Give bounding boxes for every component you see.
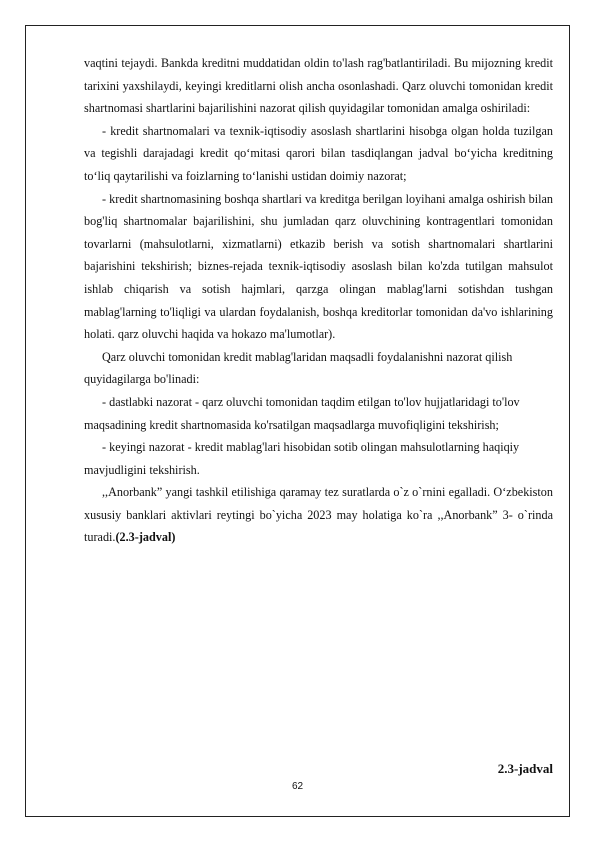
paragraph-subsequent-control: - keyingi nazorat - kredit mablag'lari hisobidan sotib olingan mahsulotlarning haqiqiy mavjudligini tekshirish. [84,440,520,477]
paragraph-control-types: Qarz oluvchi tomonidan kredit mablag'laridan maqsadli foydalanishni nazorat qilish quyidagilarga bo'linadi: [84,349,513,387]
paragraph-bullet-2: - kredit shartnomasining boshqa shartlari va kreditga berilgan loyihani amalga oshirish bilan bog'liq shartnomalar bajarilishini, shu jumladan qarz oluvchining kontragentlari tomonidan tovarlarni (mahsulotlarni, xizmatlarni) etkazib berish va sotish shartnomalari shartlarini bajarishini tekshirish; biznes-rejada texnik-iqtisodiy asoslash bilan ko'zda tutilgan mahsulot ishlab chiqarish va sotish hajmlari, qarzga olingan mablag'larni sotishdan tushgan mablag'larning to'liqligi va ulardan foydalanish, boshqa kreditorlar tomonidan da'vo ishlarining holati. qarz oluvchi haqida va hokazo ma'lumotlar). [84,191,553,342]
paragraph-bullet-1: - kredit shartnomalari va texnik-iqtisodiy asoslash shartlarini hisobga olgan holda tuzilgan va tegishli darajadagi kredit qo‘mitasi qarori bilan tasdiqlangan jadval bo‘yicha kreditning to‘liq qaytarilishi va foizlarning to‘lanishi ustidan doimiy nazorat; [84,123,553,183]
paragraph-anorbank [84,481,553,549]
document-body [84,52,553,549]
table-caption: 2.3-jadval [497,761,553,776]
paragraph-initial-control: - dastlabki nazorat - qarz oluvchi tomonidan taqdim etilgan to'lov hujjatlaridagi to'lov maqsadining kredit shartnomasida ko'rsatilgan maqsadlarga muvofiqligini tekshirish; [84,394,520,432]
anorbank-text: ,,Anorbank” yangi tashkil etilishiga qaramay tez suratlarda o`z o`rnini egalladi. O‘zbekiston xususiy banklari aktivlari reytingi bo`yicha 2023 may holatiga ko`ra ,,Anorbank” 3- o`rinda turadi. [84,485,553,545]
table-reference: (2.3-jadval) [115,530,176,545]
paragraph-intro: vaqtini tejaydi. Bankda kreditni muddatidan oldin to'lash rag'batlantiriladi. Bu mijozning kredit tarixini yaxshilaydi, keyingi kreditlarni olish ancha osonlashadi. Qarz oluvchi tomonidan kredit shartnomasi shartlarini bajarilishini nazorat qilish quyidagilar tomonidan amalga oshiriladi: [84,56,553,116]
page-number: 62 [291,781,304,792]
